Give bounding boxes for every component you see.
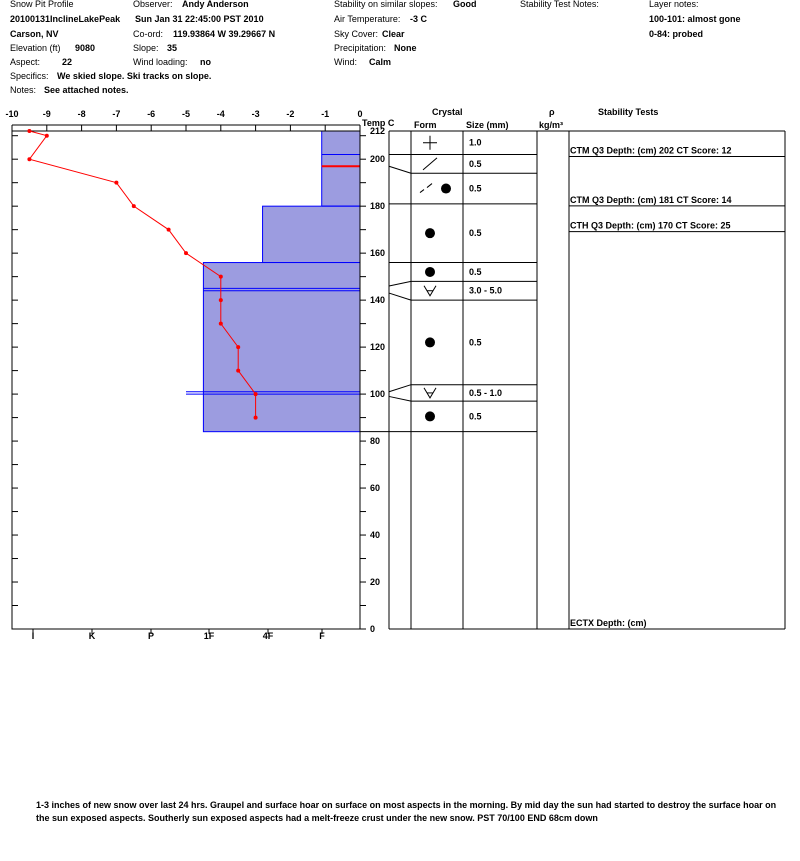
layer-connector: [389, 396, 411, 401]
slash-icon: [423, 158, 437, 170]
stability-label: Stability on similar slopes:: [334, 0, 438, 9]
temperature-point: [167, 228, 171, 232]
temperature-ticks: [5, 109, 362, 131]
layer-connector: [389, 166, 411, 173]
temperature-point: [114, 181, 118, 185]
stability-column-heading: Stability Tests: [598, 107, 659, 117]
depth-tick-label: 212: [370, 126, 386, 136]
stability-test: CTM Q3 Depth: (cm) 181 CT Score: 14: [570, 194, 732, 205]
temp-tick-label: -3: [251, 109, 260, 119]
stability-test: ECTX Depth: (cm): [570, 618, 647, 628]
depth-tick-label: 80: [370, 436, 381, 447]
aspect-value: 22: [62, 57, 73, 67]
observer-value: Andy Anderson: [182, 0, 249, 9]
temp-tick-label: -9: [42, 109, 51, 119]
slope-value: 35: [167, 43, 178, 53]
notes-label: Notes:: [10, 85, 37, 95]
slash-icon: [427, 184, 432, 188]
location: Carson, NV: [10, 29, 59, 39]
stability-rows: [569, 145, 785, 628]
size-column-heading: Size (mm): [466, 120, 509, 130]
layer-connector: [389, 281, 411, 286]
pit-id: 20100131InclineLakePeak: [10, 14, 121, 24]
crystal-size: 3.0 - 5.0: [469, 285, 503, 296]
temp-tick-label: 0: [357, 109, 363, 119]
temperature-point: [27, 129, 31, 133]
notes-value: See attached notes.: [44, 85, 129, 95]
hardness-label: 1F: [203, 631, 215, 641]
elevation-label: Elevation (ft): [10, 43, 61, 53]
temperature-point: [236, 345, 240, 349]
temperature-point: [254, 392, 258, 396]
hardness-label: K: [88, 631, 96, 641]
temp-tick-label: -5: [181, 109, 191, 119]
depth-tick-label: 0: [370, 624, 376, 634]
crystal-column-heading: Crystal: [432, 107, 463, 117]
temp-tick-label: -10: [5, 109, 19, 119]
crystal-size: 1.0: [469, 137, 482, 148]
density-column-heading: ρ: [549, 107, 555, 117]
temperature-point: [132, 204, 136, 208]
elevation-value: 9080: [75, 43, 96, 53]
depth-tick-label: 100: [370, 389, 386, 400]
hardness-labels: [32, 629, 326, 641]
layer-connector: [389, 293, 411, 300]
stability-test: CTM Q3 Depth: (cm) 202 CT Score: 12: [570, 145, 732, 156]
crystal-size: 0.5: [469, 183, 482, 194]
sky-label: Sky Cover:: [334, 29, 379, 39]
crystal-size: 0.5: [469, 411, 482, 422]
precip-label: Precipitation:: [334, 43, 387, 53]
air-temp-label: Air Temperature:: [334, 14, 401, 24]
wind-value: Calm: [369, 57, 392, 67]
specifics-label: Specifics:: [10, 71, 49, 81]
observer-label: Observer:: [133, 0, 173, 9]
stability-notes-label: Stability Test Notes:: [520, 0, 599, 9]
depth-tick-label: 40: [370, 530, 381, 541]
depth-tick-label: 60: [370, 483, 381, 494]
hardness-layer: [263, 206, 360, 262]
depth-tick-label: 140: [370, 295, 386, 306]
crystal-size: 0.5: [469, 266, 482, 277]
crystal-rows: [360, 136, 537, 432]
form-column-heading: Form: [414, 120, 437, 130]
specifics-value: We skied slope. Ski tracks on slope.: [57, 71, 212, 81]
temp-tick-label: -4: [216, 109, 225, 119]
sky-value: Clear: [382, 29, 405, 39]
hardness-label: I: [31, 631, 35, 641]
dot-icon: [425, 411, 435, 421]
temp-tick-label: -7: [112, 109, 121, 119]
slash-icon: [420, 190, 424, 193]
report-title: Snow Pit Profile: [10, 0, 74, 9]
dot-icon: [441, 184, 451, 194]
air-temp-value: -3 C: [410, 14, 428, 24]
temp-tick-label: -1: [321, 109, 330, 119]
dot-icon: [425, 267, 435, 277]
depth-tick-label: 200: [370, 154, 386, 165]
hardness-label: F: [319, 631, 325, 641]
crystal-size: 0.5 - 1.0: [469, 387, 503, 398]
temperature-point: [219, 322, 223, 326]
hardness-layers: [203, 131, 360, 432]
hardness-layer: [322, 131, 360, 206]
coord-value: 119.93864 W 39.29667 N: [173, 29, 276, 39]
temperature-point: [184, 251, 188, 255]
wind-loading-label: Wind loading:: [133, 57, 188, 67]
temperature-point: [254, 416, 258, 420]
coord-label: Co-ord:: [133, 29, 164, 39]
dot-icon: [425, 337, 435, 347]
depth-tick-label: 160: [370, 248, 386, 259]
temp-tick-label: -2: [286, 109, 295, 119]
temp-column-heading: Temp C: [362, 118, 395, 128]
depth-tick-label: 120: [370, 342, 386, 353]
temperature-point: [45, 134, 49, 138]
hardness-label: P: [147, 631, 155, 641]
crystal-size: 0.5: [469, 228, 482, 239]
crystal-size: 0.5: [469, 337, 482, 348]
hardness-label: 4F: [262, 631, 274, 641]
temperature-point: [219, 275, 223, 279]
crystal-size: 0.5: [469, 158, 482, 169]
stability-value: Good: [453, 0, 477, 9]
dot-icon: [425, 228, 435, 238]
footer-notes: 1-3 inches of new snow over last 24 hrs. Graupel and surface hoar on surface on most aspects in the morning. By mid day the sun had started to destroy the surface hoar on the sun exposed aspects. Southerly sun exposed aspects had a melt-freeze crust under the new snow. PST 70/100 END 68cm down: [36, 800, 777, 823]
density-unit: kg/m³: [539, 120, 564, 130]
temperature-point: [219, 298, 223, 302]
layer-notes-label: Layer notes:: [649, 0, 699, 9]
wind-loading-value: no: [200, 57, 211, 67]
precip-value: None: [394, 43, 417, 53]
aspect-label: Aspect:: [10, 57, 41, 67]
temp-tick-label: -8: [77, 109, 86, 119]
temp-tick-label: -6: [147, 109, 156, 119]
temperature-point: [236, 369, 240, 373]
depth-tick-label: 180: [370, 201, 386, 212]
slope-label: Slope:: [133, 43, 159, 53]
temperature-point: [27, 157, 31, 161]
stability-test: CTH Q3 Depth: (cm) 170 CT Score: 25: [570, 220, 731, 231]
depth-tick-label: 20: [370, 577, 381, 588]
layer-note: 0-84: probed: [649, 29, 704, 39]
layer-note: 100-101: almost gone: [649, 14, 741, 24]
wind-label: Wind:: [334, 57, 358, 67]
layer-connector: [389, 385, 411, 392]
pit-datetime: Sun Jan 31 22:45:00 PST 2010: [135, 14, 264, 24]
